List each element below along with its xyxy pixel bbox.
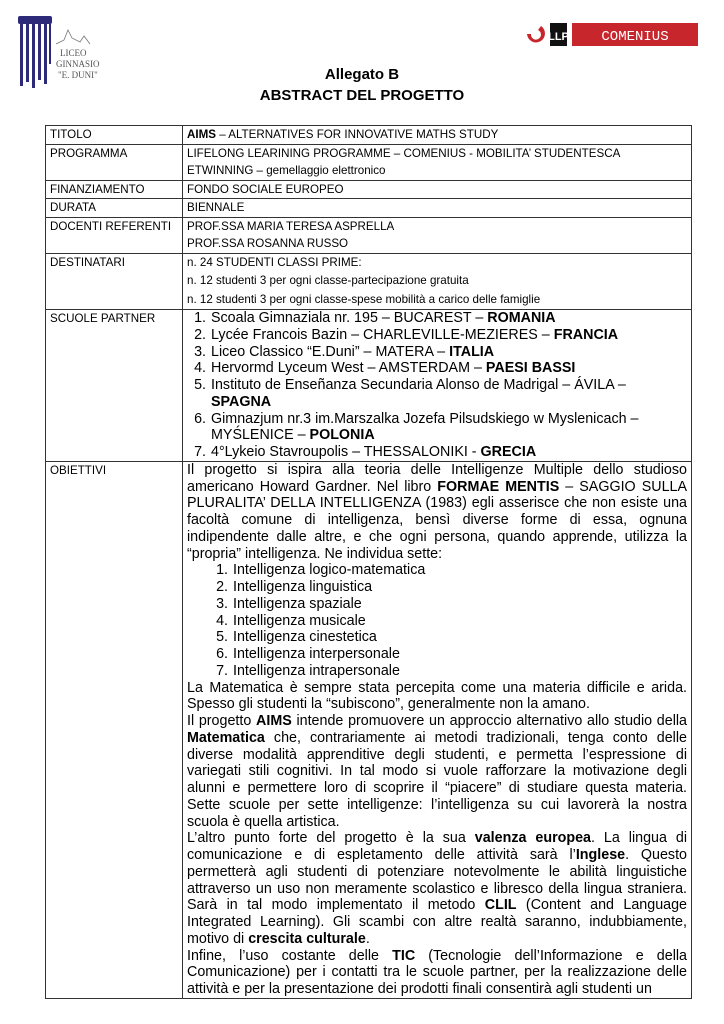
intelligence-item [187,562,687,579]
project-title: – ALTERNATIVES FOR INNOVATIVE MATHS STUDY [215,128,499,141]
partner-school-item [187,327,687,344]
item-text [211,411,687,445]
svg-text:"E. DUNI": "E. DUNI" [58,70,98,80]
partner-school-item [187,360,687,377]
item-number: 2. [216,579,228,595]
intelligences-list [187,562,687,679]
text-run: Hervormd Lyceum West – AMSTERDAM – [211,360,486,377]
row-value [183,144,692,180]
text-run: Gimnazjum nr.3 im.Marszalka Jozefa Pilsudskiego w Myslenicach – MYŚLENICE – [211,410,639,444]
value-line: n. 24 STUDENTI CLASSI PRIME: [187,255,362,269]
item-number: 2. [194,326,206,343]
project-acronym: AIMS [187,128,216,141]
text-run: (Tecnologie dell’Informazione e della Comunicazione) per i contatti tra le scuole partner, per la realizzazione delle attività e per la presentazione dei prodotti finali consentirà agli studenti un [187,947,687,997]
intelligence-item [187,629,687,646]
paragraph [187,830,687,947]
item-text: Intelligenza spaziale [233,595,362,612]
item-text: Intelligenza cinestetica [233,629,377,646]
svg-text:COMENIUS: COMENIUS [601,29,669,45]
item-text [211,360,575,377]
bold-text: crescita culturale [248,930,366,947]
text-run: – SAGGIO SULLA PLURALITA’ DELLA INTELLIGENZA (1983) egli asserisce che non esiste una facoltà comune di intelligenza, bensì diverse forme di essa, ognuna indipendente dalle altre, e che ogni persona, quando apprende, utilizza la “propria” intelligenza. Ne individua sette: [187,478,688,562]
text-run: Lycée Francois Bazin – CHARLEVILLE-MEZIERES – [211,326,554,343]
bold-text: FRANCIA [553,326,619,343]
item-number: 7. [216,662,228,679]
bold-text: AIMS [256,713,292,729]
bold-text: FORMAE MENTIS [437,478,560,495]
value-line: PROF.SSA MARIA TERESA ASPRELLA [187,219,395,233]
row-label: SCUOLE PARTNER [46,310,183,462]
document-title: Allegato B [324,66,400,83]
partner-schools-list [187,310,687,461]
bold-text: SPAGNA [211,393,272,410]
item-text [211,444,536,461]
intelligence-item [187,613,687,630]
intelligence-item [187,596,687,613]
row-value [183,253,692,310]
bold-text: PAESI BASSI [485,360,576,377]
partner-school-item [187,344,687,361]
value-line: ETWINNING – gemellaggio elettronico [187,164,386,177]
row-label: TITOLO [46,126,183,145]
partner-school-item [187,444,687,461]
paragraph [187,680,687,714]
row-docenti [46,217,692,253]
item-text: Intelligenza linguistica [233,579,373,595]
text-run: Liceo Classico “E.Duni” – MATERA – [211,343,450,360]
text-run: Infine, l’uso costante delle [187,947,393,964]
text-run: L’altro punto forte del progetto è la sua [187,830,475,847]
svg-text:GINNASIO: GINNASIO [56,59,100,69]
project-abstract-table [45,125,692,999]
text-run: . La lingua di comunicazione e di espletamento delle attività sarà l’ [187,830,688,863]
bold-text: POLONIA [309,427,375,444]
item-number: 4. [216,612,228,629]
intelligence-item [187,663,687,680]
row-value [183,310,692,462]
item-number: 5. [194,377,206,393]
row-value [183,126,692,145]
item-text [211,377,687,411]
value-line: n. 12 studenti 3 per ogni classe-spese mobilità a carico delle famiglie [187,292,541,306]
bold-text: valenza europea [474,830,592,847]
item-number: 5. [216,629,228,646]
item-number: 3. [194,343,206,360]
bold-text: CLIL [484,897,517,914]
row-label: PROGRAMMA [46,144,183,180]
row-label: FINANZIAMENTO [46,180,183,199]
item-text: Intelligenza interpersonale [233,646,400,662]
document-subtitle: ABSTRACT DEL PROGETTO [259,87,465,104]
svg-text:LLP: LLP [548,31,569,43]
text-run: (Content and Language Integrated Learning). Gli scambi con altre realtà saranno, indubbiamente, motivo di [187,897,688,947]
bold-text: GRECIA [480,444,537,460]
text-run: intende promuovere un approccio alternativo allo studio della [291,713,688,729]
partner-school-item [187,411,687,445]
bold-text: TIC [392,947,416,964]
item-number: 6. [194,410,206,427]
text-run: Il progetto [187,713,257,729]
bold-text: Inglese [575,847,626,863]
text-run: . [365,930,370,947]
row-label: DESTINATARI [46,253,183,310]
text-run: 4°Lykeio Stavroupolis – THESSALONIKI - [211,444,481,460]
intelligence-item [187,579,687,596]
svg-text:LICEO: LICEO [60,48,87,58]
item-number: 6. [216,646,228,662]
row-value [183,461,692,998]
row-obiettivi [46,461,692,998]
row-programma [46,144,692,180]
row-label: OBIETTIVI [46,461,183,998]
item-number: 1. [194,310,206,326]
paragraph [187,948,687,998]
item-text: Intelligenza intrapersonale [233,662,400,679]
text-run: Instituto de Enseñanza Secundaria Alonso de Madrigal – ÁVILA – [211,377,626,393]
item-text: Intelligenza logico-matematica [233,562,426,579]
text-run: Il progetto si ispira alla teoria delle Intelligenze Multiple dello studioso americano Howard Gardner. Nel libro [187,461,687,495]
bold-text: ROMANIA [487,310,556,326]
llp-comenius-logo [524,20,700,50]
row-destinatari [46,253,692,310]
partner-school-item [187,310,687,327]
bold-text: ITALIA [449,343,495,360]
item-text: Intelligenza musicale [233,612,366,629]
item-text [211,344,494,361]
row-value: FONDO SOCIALE EUROPEO [183,180,692,199]
row-finanziamento [46,180,692,199]
value-line: PROF.SSA ROSANNA RUSSO [187,237,349,250]
row-value [183,217,692,253]
item-number: 7. [194,444,206,460]
row-scuole-partner [46,310,692,462]
value-line: n. 12 studenti 3 per ogni classe-partecipazione gratuita [187,274,469,287]
item-number: 1. [216,562,228,579]
text-run: La Matematica è sempre stata percepita come una materia difficile e arida. Spesso gli studenti la “subiscono”, generalmente non la amano. [187,679,687,713]
item-number: 4. [194,360,206,377]
row-value: BIENNALE [183,199,692,218]
bold-text: Matematica [187,729,265,746]
row-durata [46,199,692,218]
partner-school-item [187,377,687,411]
text-run: Scoala Gimnaziala nr. 195 – BUCAREST – [211,310,488,326]
paragraph [187,462,687,563]
text-run: che, contrariamente ai metodi tradizionali, tenga conto delle diverse modalità apprenditive degli studenti, e permetta l’espressione di variegati stili cognitivi. In tal modo si vuole rafforzare la motivazione degli alunni e permettere loro di scoprire il “piacere” di studiare questa materia. Sette scuole per sette intelligenze: l’intelligenza su cui lavorerà la nostra scuola è quella artistica. [187,729,687,830]
item-text [211,310,556,327]
row-label: DOCENTI REFERENTI [46,217,183,253]
item-text [211,327,618,344]
item-number: 3. [216,595,228,612]
intelligence-item [187,646,687,663]
value-line: LIFELONG LEARINING PROGRAMME – COMENIUS - MOBILITA’ STUDENTESCA [187,146,621,160]
row-titolo [46,126,692,145]
paragraph [187,713,687,830]
text-run: . Questo permetterà agli studenti di potenziare notevolmente le abilità linguistiche attraverso un uso non meramente scolastico e libresco della lingua straniera. Sarà in tal modo implementato il metodo [187,847,687,914]
row-label: DURATA [46,199,183,218]
